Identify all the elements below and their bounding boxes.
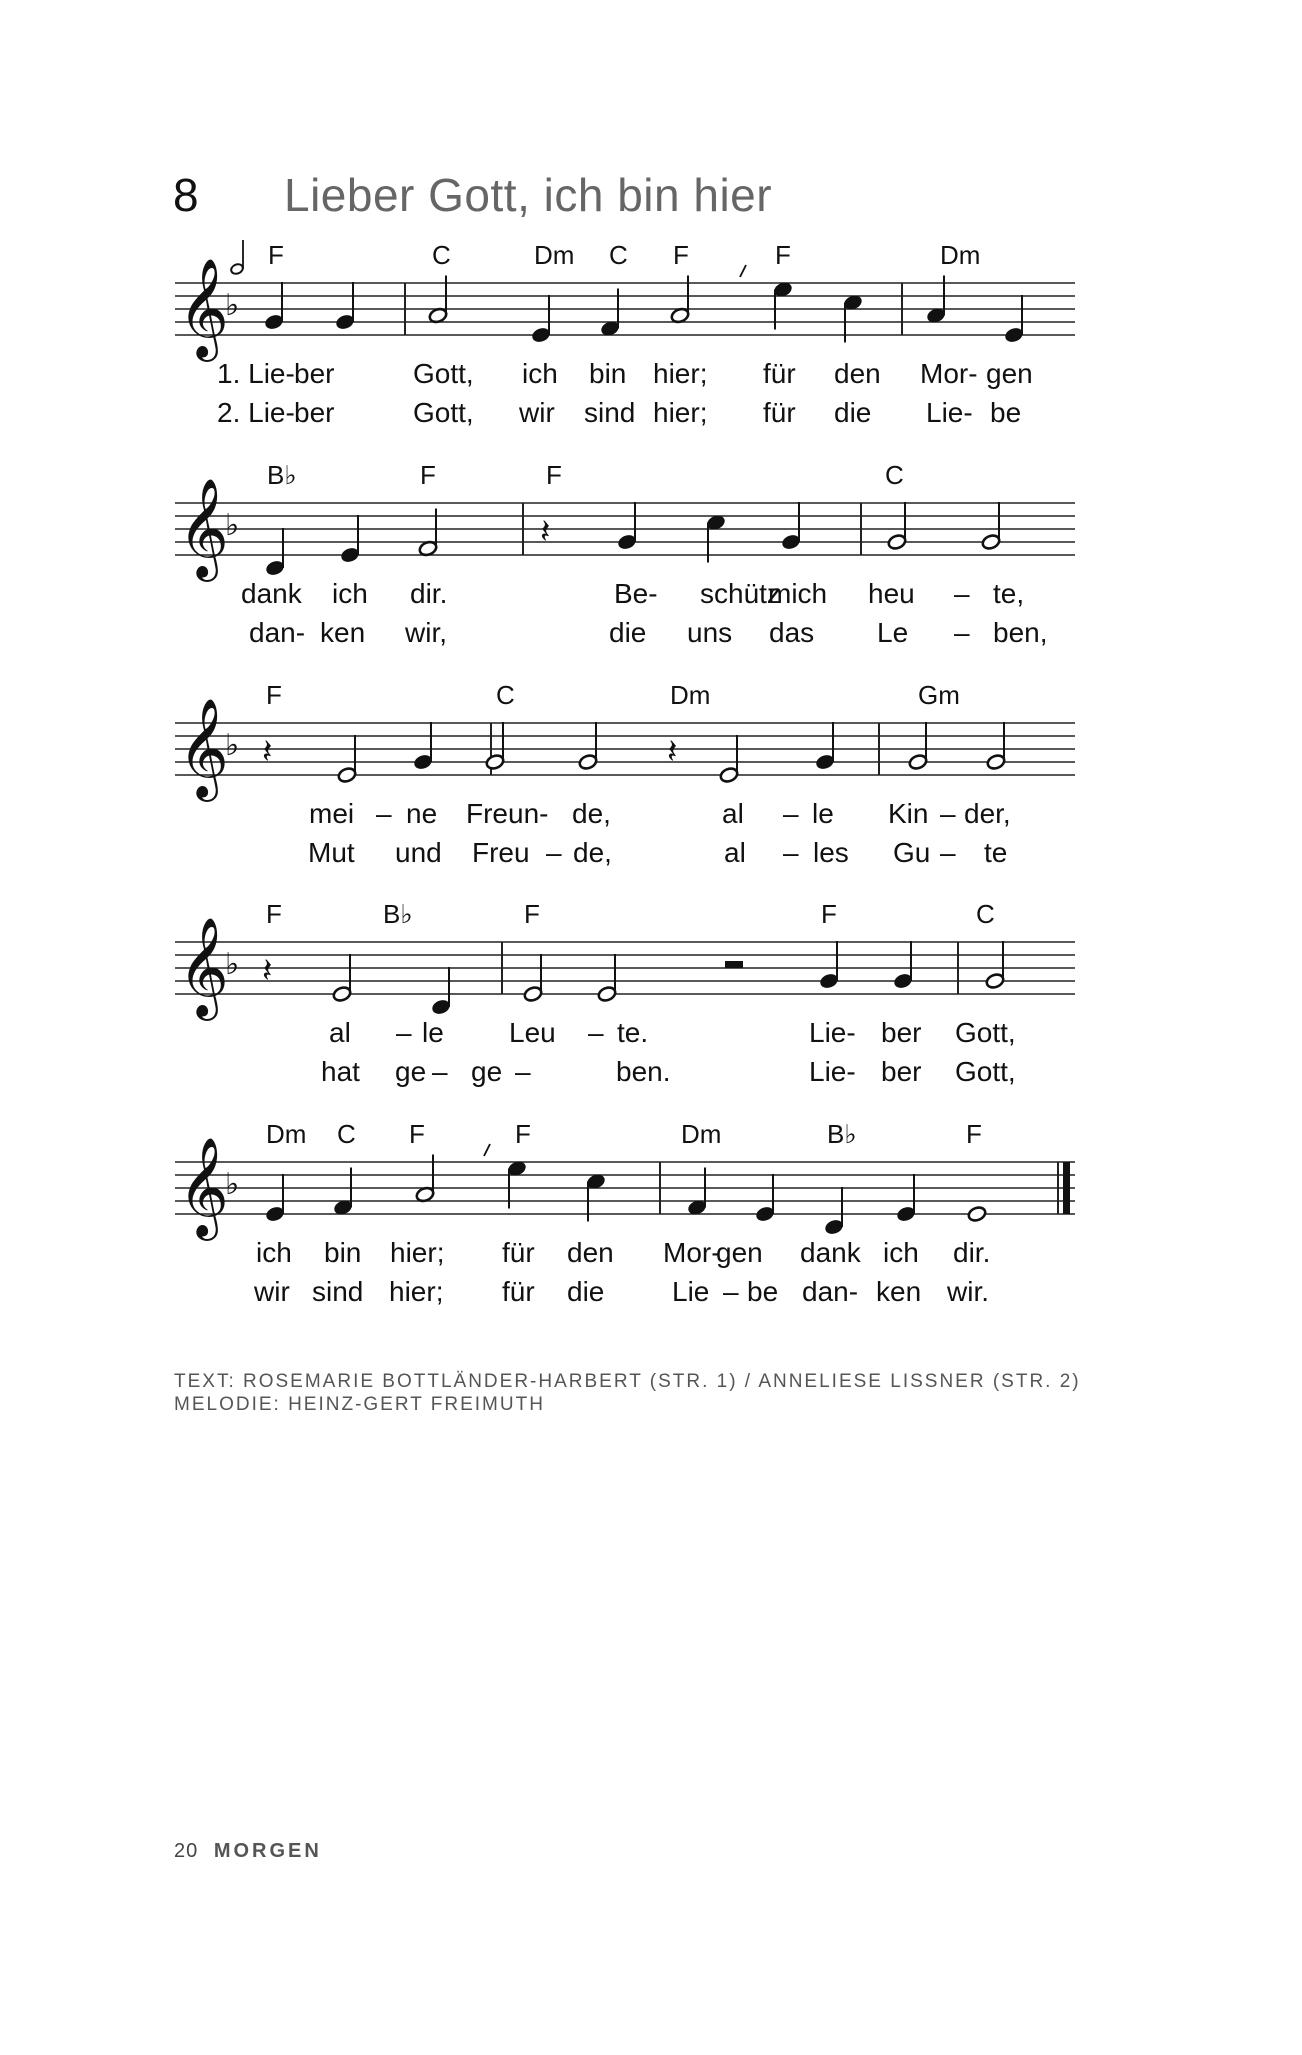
lyric-verse-1: – [783,798,799,829]
chord-symbol: Dm [670,680,711,710]
music-system [0,884,1302,1104]
chord-symbol: F [268,240,284,270]
chord-symbol: C [976,899,995,929]
lyric-verse-1: – [588,1017,604,1048]
lyric-verse-2: be [990,397,1022,428]
credits [174,1370,1081,1416]
lyric-verse-1: – [376,798,392,829]
treble-clef-icon: 𝄞 [178,1137,229,1237]
flat-key-signature-icon: ♭ [225,1167,240,1202]
lyric-verse-2: hier; [653,397,708,428]
staff-svg [0,665,1302,885]
treble-clef-icon: 𝄞 [178,917,229,1017]
chord-symbol: F [266,899,282,929]
chord-symbol: Dm [681,1119,722,1149]
lyric-verse-1: ich [256,1237,292,1268]
lyric-verse-1: mei [309,798,355,829]
lyric-verse-2: uns [687,617,733,648]
lyric-verse-1: de, [572,798,611,829]
chord-symbol: Dm [266,1119,307,1149]
chord-symbol: F [966,1119,982,1149]
chord-symbol: Gm [918,680,960,710]
chord-symbol: F [409,1119,425,1149]
lyric-verse-2: und [395,837,442,868]
chord-symbol: C [885,460,904,490]
lyric-verse-1: ne [406,798,438,829]
lyric-verse-1: ber [294,358,335,389]
breath-mark [484,1144,490,1156]
chord-symbol: F [546,460,562,490]
lyric-verse-2: ge [395,1056,427,1087]
song-title: Lieber Gott, ich bin hier [284,169,773,221]
lyric-verse-2: Gott, [955,1056,1016,1087]
lyric-verse-2: Gu [893,837,931,868]
staff-svg [0,445,1302,665]
lyric-verse-1: bin [589,358,627,389]
lyric-verse-2: Lie [672,1276,710,1307]
chord-symbol: F [420,460,436,490]
chord-symbol: F [775,240,791,270]
chord-symbol: F [524,899,540,929]
lyric-verse-1: Freun- [466,798,549,829]
lyric-verse-2: Lie- [809,1056,856,1087]
lyric-verse-2: be [747,1276,779,1307]
half-rest-icon [725,961,743,968]
treble-clef-icon: 𝄞 [178,258,229,358]
lyric-verse-2: Gott, [413,397,474,428]
lyric-verse-1: Lie- [809,1017,856,1048]
lyric-verse-1: ber [881,1017,922,1048]
lyric-verse-1: gen [986,358,1033,389]
lyric-verse-2: die [834,397,872,428]
lyric-verse-2: wir [519,397,555,428]
lyric-verse-2: sind [312,1276,364,1307]
chord-symbol: Dm [534,240,575,270]
lyric-verse-2: – [940,837,956,868]
note-head [967,1205,987,1222]
lyric-verse-1: hier; [390,1237,445,1268]
breath-mark [740,265,746,277]
flat-key-signature-icon: ♭ [225,947,240,982]
quarter-rest-icon: 𝄽 [262,951,273,991]
lyric-verse-1: 1. Lie- [217,358,295,389]
lyric-verse-1: schütz [700,578,781,609]
treble-clef-icon: 𝄞 [178,478,229,578]
lyric-verse-1: al [722,798,744,829]
lyric-verse-1: Kin [888,798,929,829]
lyric-verse-1: den [567,1237,614,1268]
lyric-verse-2: – [954,617,970,648]
lyric-verse-1: – [954,578,970,609]
flat-key-signature-icon: ♭ [225,508,240,543]
lyric-verse-1: dank [241,578,302,609]
chord-symbol: F [266,680,282,710]
lyric-verse-2: – [515,1056,531,1087]
page-footer [174,1840,322,1863]
lyric-verse-2: hier; [389,1276,444,1307]
lyric-verse-2: – [783,837,799,868]
lyric-verse-1: le [422,1017,444,1048]
music-system [0,1104,1302,1324]
lyric-verse-1: le [812,798,834,829]
chord-symbol: C [432,240,451,270]
lyric-verse-2: wir, [405,617,447,648]
starting-pitch-note [230,263,244,276]
lyric-verse-1: hier; [653,358,708,389]
staff-svg [0,1104,1302,1324]
quarter-rest-icon: 𝄽 [667,732,678,772]
lyric-verse-2: 2. Lie- [217,397,295,428]
song-number: 8 [173,169,199,221]
chord-symbol: F [515,1119,531,1149]
staff-svg [0,225,1302,445]
lyric-verse-1: dir. [953,1237,991,1268]
music-system [0,225,1302,445]
lyric-verse-1: Leu [509,1017,556,1048]
lyric-verse-1: heu [868,578,915,609]
lyric-verse-1: bin [324,1237,362,1268]
flat-key-signature-icon: ♭ [225,288,240,323]
chord-symbol: F [673,240,689,270]
chord-symbol: C [337,1119,356,1149]
chord-symbol: Dm [940,240,981,270]
lyric-verse-2: wir. [947,1276,989,1307]
lyric-verse-2: dan- [802,1276,859,1307]
lyric-verse-2: les [813,837,849,868]
lyric-verse-1: te. [617,1017,649,1048]
chord-symbol: C [609,240,628,270]
lyric-verse-2: te [984,837,1008,868]
lyric-verse-2: ber [881,1056,922,1087]
final-bar-thick [1063,1162,1070,1214]
lyric-verse-2: ken [876,1276,922,1307]
lyric-verse-2: – [723,1276,739,1307]
lyric-verse-2: Mut [308,837,355,868]
lyric-verse-1: den [834,358,881,389]
lyric-verse-1: ich [522,358,558,389]
lyric-verse-1: – [940,798,956,829]
lyric-verse-1: Gott, [413,358,474,389]
lyric-verse-2: Le [877,617,909,648]
lyric-verse-2: wir [254,1276,290,1307]
chord-symbol: F [821,899,837,929]
lyric-verse-1: für [763,358,796,389]
lyric-verse-2: – [432,1056,448,1087]
lyric-verse-1: ich [332,578,368,609]
lyric-verse-1: der, [964,798,1011,829]
section-title: MORGEN [213,1840,322,1862]
lyric-verse-2: ken [320,617,366,648]
music-system [0,665,1302,885]
lyric-verse-2: – [546,837,562,868]
treble-clef-icon: 𝄞 [178,698,229,798]
quarter-rest-icon: 𝄽 [540,512,551,552]
lyric-verse-1: te, [993,578,1025,609]
text-credit: TEXT: ROSEMARIE BOTTLÄNDER-HARBERT (STR. 1) / ANNELIESE LISSNER (STR. 2) [174,1371,1081,1392]
lyric-verse-1: dank [800,1237,861,1268]
lyric-verse-1: Gott, [955,1017,1016,1048]
lyric-verse-1: dir. [410,578,448,609]
quarter-rest-icon: 𝄽 [262,732,273,772]
lyric-verse-1: für [502,1237,535,1268]
lyric-verse-1: Mor- [920,358,978,389]
music-system [0,445,1302,665]
lyric-verse-2: ben. [616,1056,671,1087]
flat-key-signature-icon: ♭ [225,728,240,763]
lyric-verse-2: al [724,837,746,868]
lyric-verse-1: al [329,1017,351,1048]
lyric-verse-2: die [609,617,647,648]
melody-credit: MELODIE: HEINZ-GERT FREIMUTH [174,1394,545,1415]
page-number: 20 [174,1840,199,1862]
lyric-verse-2: ber [294,397,335,428]
lyric-verse-1: Mor- [663,1237,721,1268]
lyric-verse-2: das [769,617,815,648]
lyric-verse-2: de, [573,837,612,868]
chord-symbol: B♭ [827,1119,857,1149]
lyric-verse-1: mich [768,578,828,609]
lyric-verse-2: sind [584,397,636,428]
lyric-verse-1: gen [716,1237,763,1268]
lyric-verse-2: die [567,1276,605,1307]
chord-symbol: C [496,680,515,710]
lyric-verse-2: dan- [249,617,306,648]
lyric-verse-2: Freu [472,837,530,868]
lyric-verse-1: ich [883,1237,919,1268]
lyric-verse-2: für [502,1276,535,1307]
lyric-verse-1: Be- [614,578,658,609]
lyric-verse-2: hat [321,1056,360,1087]
chord-symbol: B♭ [383,899,413,929]
lyric-verse-2: ge [471,1056,503,1087]
lyric-verse-2: für [763,397,796,428]
lyric-verse-1: – [396,1017,412,1048]
chord-symbol: B♭ [267,460,297,490]
lyric-verse-2: ben, [993,617,1048,648]
lyric-verse-2: Lie- [926,397,973,428]
